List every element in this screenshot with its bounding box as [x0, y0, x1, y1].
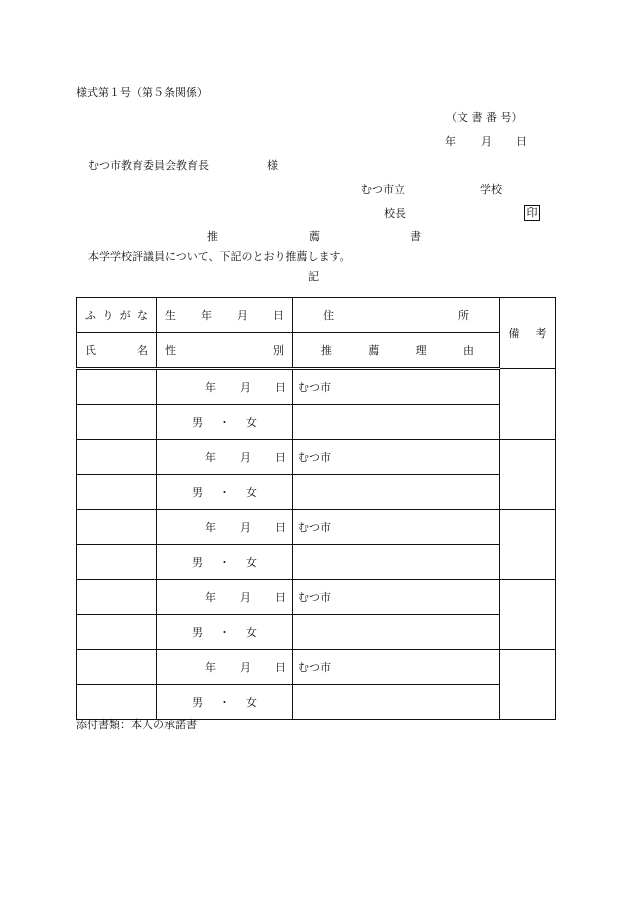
address-cell[interactable]: むつ市 — [293, 510, 500, 545]
table-row — [77, 615, 556, 650]
attachment-note: 添付書類：本人の承諾書 — [76, 718, 197, 731]
table-row — [77, 475, 556, 510]
remarks-cell[interactable] — [500, 510, 556, 580]
header-name: 氏 名 — [77, 333, 157, 369]
header-row-1 — [77, 298, 556, 333]
sex-cell[interactable]: 男 ・ 女 — [157, 685, 293, 720]
address-cell[interactable]: むつ市 — [293, 580, 500, 615]
remarks-cell[interactable] — [500, 440, 556, 510]
furigana-cell[interactable] — [77, 580, 157, 615]
recommendation-table — [76, 297, 556, 720]
table-row — [77, 685, 556, 720]
date-year: 年 — [445, 135, 456, 148]
body-text: 本学学校評議員について、下記のとおり推薦します。 — [88, 250, 351, 263]
header-row-2 — [77, 333, 556, 369]
addressee: むつ市教育委員会教育長 — [88, 159, 209, 172]
header-birthdate: 生 年 月 日 — [157, 298, 293, 333]
table-row — [77, 405, 556, 440]
name-cell[interactable] — [77, 405, 157, 440]
document-number: （文 書 番 号） — [446, 111, 523, 124]
reason-cell[interactable] — [293, 545, 500, 580]
header-reason: 推 薦 理 由 — [293, 333, 500, 369]
sex-cell[interactable]: 男 ・ 女 — [157, 615, 293, 650]
furigana-cell[interactable] — [77, 369, 157, 405]
table-row — [77, 650, 556, 685]
table-row — [77, 580, 556, 615]
sex-cell[interactable]: 男 ・ 女 — [157, 475, 293, 510]
birthdate-cell[interactable]: 年 月 日 — [157, 580, 293, 615]
table-row — [77, 510, 556, 545]
name-cell[interactable] — [77, 615, 157, 650]
address-cell[interactable]: むつ市 — [293, 650, 500, 685]
date-day: 日 — [516, 135, 527, 148]
birthdate-cell[interactable]: 年 月 日 — [157, 650, 293, 685]
title-char: 薦 — [309, 230, 320, 243]
title-char: 書 — [410, 230, 421, 243]
address-cell[interactable]: むつ市 — [293, 440, 500, 475]
ki-label: 記 — [308, 270, 319, 283]
reason-cell[interactable] — [293, 685, 500, 720]
address-cell[interactable]: むつ市 — [293, 369, 500, 405]
name-cell[interactable] — [77, 545, 157, 580]
sex-cell[interactable]: 男 ・ 女 — [157, 405, 293, 440]
birthdate-cell[interactable]: 年 月 日 — [157, 440, 293, 475]
reason-cell[interactable] — [293, 475, 500, 510]
seal-mark: 印 — [524, 205, 540, 221]
remarks-cell[interactable] — [500, 650, 556, 720]
remarks-cell[interactable] — [500, 580, 556, 650]
remarks-cell[interactable] — [500, 369, 556, 440]
name-cell[interactable] — [77, 475, 157, 510]
title-char: 推 — [207, 230, 218, 243]
header-remarks: 備 考 — [500, 298, 556, 369]
name-cell[interactable] — [77, 685, 157, 720]
header-furigana: ふ り が な — [77, 298, 157, 333]
furigana-cell[interactable] — [77, 650, 157, 685]
header-address: 住 所 — [293, 298, 500, 333]
header-sex: 性 別 — [157, 333, 293, 369]
principal-label: 校長 — [384, 207, 406, 220]
table-row — [77, 440, 556, 475]
birthdate-cell[interactable]: 年 月 日 — [157, 510, 293, 545]
date-month: 月 — [481, 135, 492, 148]
reason-cell[interactable] — [293, 615, 500, 650]
table-row — [77, 369, 556, 405]
sex-cell[interactable]: 男 ・ 女 — [157, 545, 293, 580]
furigana-cell[interactable] — [77, 510, 157, 545]
birthdate-cell[interactable]: 年 月 日 — [157, 369, 293, 405]
table-row — [77, 545, 556, 580]
school-suffix: 学校 — [480, 183, 502, 196]
addressee-honorific: 様 — [267, 159, 278, 172]
school-prefix: むつ市立 — [361, 183, 405, 196]
furigana-cell[interactable] — [77, 440, 157, 475]
reason-cell[interactable] — [293, 405, 500, 440]
form-label: 様式第１号（第５条関係） — [76, 86, 208, 99]
